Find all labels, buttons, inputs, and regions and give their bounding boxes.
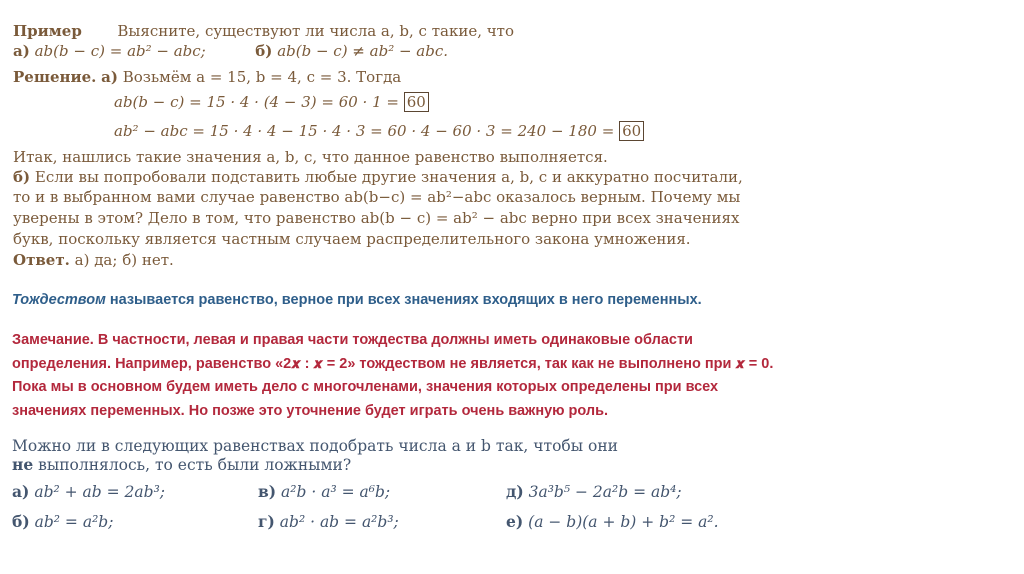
remark-line-4: значениях переменных. Но позже это уточнение будет играть очень важную роль. <box>12 403 609 419</box>
solution-a-label: а) <box>101 68 118 86</box>
solution-b-label: б) <box>13 168 31 186</box>
exercise-item-g <box>258 512 399 532</box>
solution-b-line-3: уверены в этом? Дело в том, что равенство ab(b − c) = ab² − abc верно при всех значениях <box>13 209 740 227</box>
example-title: Пример <box>13 22 82 40</box>
remark-line-1: Замечание. В частности, левая и правая части тождества должны иметь одинаковые области <box>12 332 693 348</box>
exercise-item-label: е) <box>506 512 524 531</box>
exercise-item-label: в) <box>258 482 277 501</box>
exercise-question-2 <box>12 455 351 475</box>
solution-b-line-2: то и в выбранном вами случае равенство ab(b−c) = ab²−abc оказалось верным. Почему мы <box>13 188 741 206</box>
exercise-item-formula: ab² + ab = 2ab³; <box>34 483 166 501</box>
calc2-left: ab² − abc = 15 · 4 · 4 − 15 · 4 · 3 = 60 · 4 − 60 · 3 = 240 − 180 = <box>114 122 615 140</box>
definition-rest: называется равенство, верное при всех значениях входящих в него переменных. <box>105 292 702 308</box>
item-b-label: б) <box>255 42 273 60</box>
exercise-item-formula: ab² · ab = a²b³; <box>279 513 399 531</box>
item-a-formula: ab(b − c) = ab² − abc; <box>34 42 206 60</box>
exercise-item-b <box>12 512 113 532</box>
solution-heading <box>13 68 401 87</box>
exercise-question-1: Можно ли в следующих равенствах подобрать числа a и b так, чтобы они <box>12 437 618 455</box>
item-b-formula: ab(b − c) ≠ ab² − abc. <box>277 42 449 60</box>
found-line: Итак, нашлись такие значения a, b, c, что данное равенство выполняется. <box>13 148 608 166</box>
definition-line <box>12 289 702 312</box>
solution-b-text-1: Если вы попробовали подставить любые другие значения a, b, c и аккуратно посчитали, <box>34 168 743 186</box>
answer-text: а) да; б) нет. <box>74 251 174 269</box>
calc2-result-box: 60 <box>619 121 644 141</box>
solution-label: Решение. <box>13 68 97 86</box>
calc-line-2 <box>114 122 644 141</box>
exercise-item-formula: (a − b)(a + b) + b² = a². <box>528 513 719 531</box>
exercise-item-v <box>258 482 390 502</box>
exercise-item-d <box>506 482 682 502</box>
exercise-item-formula: 3a³b⁵ − 2a²b = ab⁴; <box>528 483 682 501</box>
calc-line-1 <box>114 93 429 112</box>
calc1-result-box: 60 <box>404 92 429 112</box>
example-task: Выясните, существуют ли числа a, b, c такие, что <box>117 22 514 40</box>
exercise-item-a <box>12 482 165 502</box>
definition-term: Тождеством <box>12 292 106 308</box>
exercise-question-rest: выполнялось, то есть были ложными? <box>33 456 352 474</box>
item-a-label: а) <box>13 42 30 60</box>
exercise-item-label: б) <box>12 512 30 531</box>
answer-label: Ответ. <box>13 251 70 269</box>
exercise-item-label: д) <box>506 482 524 501</box>
exercise-item-e <box>506 512 719 532</box>
example-heading <box>13 22 514 41</box>
exercise-item-label: а) <box>12 482 30 501</box>
solution-b-line-4: букв, поскольку является частным случаем распределительного закона умножения. <box>13 230 691 248</box>
remark-line-3: Пока мы в основном будем иметь дело с многочленами, значения которых определены при всех <box>12 379 719 395</box>
exercise-negation: не <box>12 455 34 474</box>
solution-a-text: Возьмём a = 15, b = 4, c = 3. Тогда <box>122 68 402 86</box>
example-items <box>13 42 448 61</box>
remark-line-2: определения. Например, равенство «2𝒙 : 𝒙 = 2» тождеством не является, так как не выполнено при 𝒙 = 0. <box>12 356 774 372</box>
calc1-left: ab(b − c) = 15 · 4 · (4 − 3) = 60 · 1 = <box>114 93 399 111</box>
answer-line <box>13 251 174 270</box>
exercise-item-formula: a²b · a³ = a⁶b; <box>281 483 391 501</box>
exercise-item-formula: ab² = a²b; <box>34 513 114 531</box>
exercise-item-label: г) <box>258 512 275 531</box>
solution-b-line-1 <box>13 168 743 187</box>
